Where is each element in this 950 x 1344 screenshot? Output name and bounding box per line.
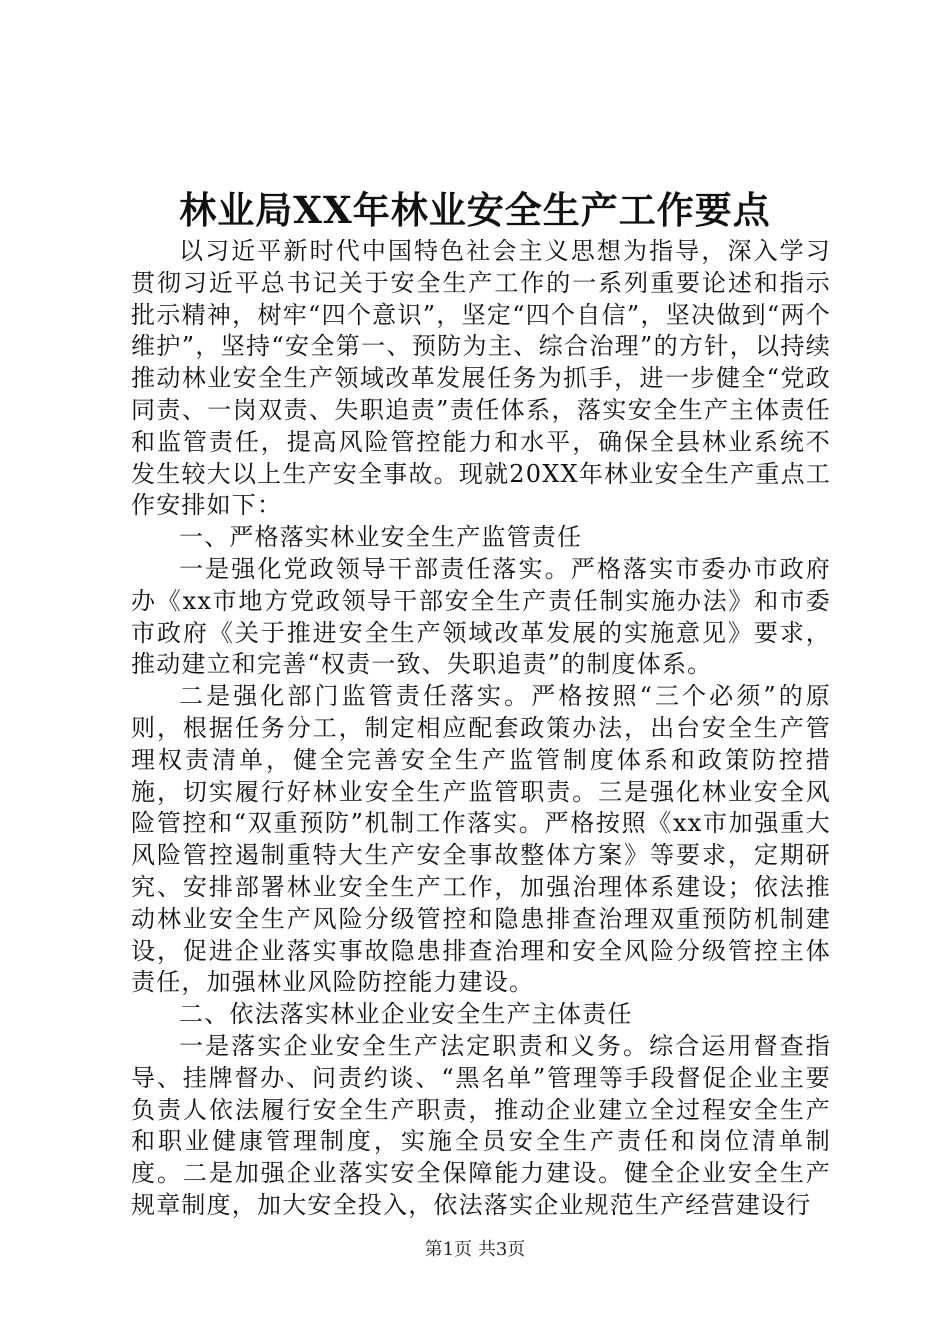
paragraph-1-1: 一是强化党政领导干部责任落实。严格落实市委办市政府办《xx市地方党政领导干部安全生产责任制实施办法》和市委市政府《关于推进安全生产领域改革发展的实施意见》要求，推动建立和完善“权责一致、失职追责”的制度体系。 [131,554,831,679]
section-heading-1: 一、严格落实林业安全生产监管责任 [179,523,583,552]
page-footer: 第1页 共3页 [424,1239,526,1260]
paragraph-1-2: 二是强化部门监管责任落实。严格按照“三个必须”的原则，根据任务分工，制定相应配套政策办法，出台安全生产管理权责清单，健全完善安全生产监管制度体系和政策防控措施，切实履行好林业安全生产监管职责。三是强化林业安全风险管控和“双重预防”机制工作落实。严格按照《xx市加强重大风险管控遏制重特大生产安全事故整体方案》等要求，定期研究、安排部署林业安全生产工作，加强治理体系建设；依法推动林业安全生产风险分级管控和隐患排查治理双重预防机制建设，促进企业落实事故隐患排查治理和安全风险分级管控主体责任，加强林业风险防控能力建设。 [131,682,831,997]
paragraph-2-1: 一是落实企业安全生产法定职责和义务。综合运用督查指导、挂牌督办、问责约谈、“黑名单”管理等手段督促企业主要负责人依法履行安全生产职责，推动企业建立全过程安全生产和职业健康管理制度，实施全员安全生产责任和岗位清单制度。二是加强企业落实安全保障能力建设。健全企业安全生产规章制度，加大安全投入，依法落实企业规范生产经营建设行 [131,1031,831,1219]
document-title: 林业局XX年林业安全生产工作要点 [179,188,771,232]
document-body [131,236,831,1222]
section-heading-2: 二、依法落实林业企业安全生产主体责任 [179,1000,633,1029]
paragraph-intro: 以习近平新时代中国特色社会主义思想为指导，深入学习贯彻习近平总书记关于安全生产工作的一系列重要论述和指示批示精神，树牢“四个意识”，坚定“四个自信”，坚决做到“两个维护”，坚持“安全第一、预防为主、综合治理”的方针，以持续推动林业安全生产领域改革发展任务为抓手，进一步健全“党政同责、一岗双责、失职追责”责任体系，落实安全生产主体责任和监管责任，提高风险管控能力和水平，确保全县林业系统不发生较大以上生产安全事故。现就20XX年林业安全生产重点工作安排如下： [131,237,831,520]
